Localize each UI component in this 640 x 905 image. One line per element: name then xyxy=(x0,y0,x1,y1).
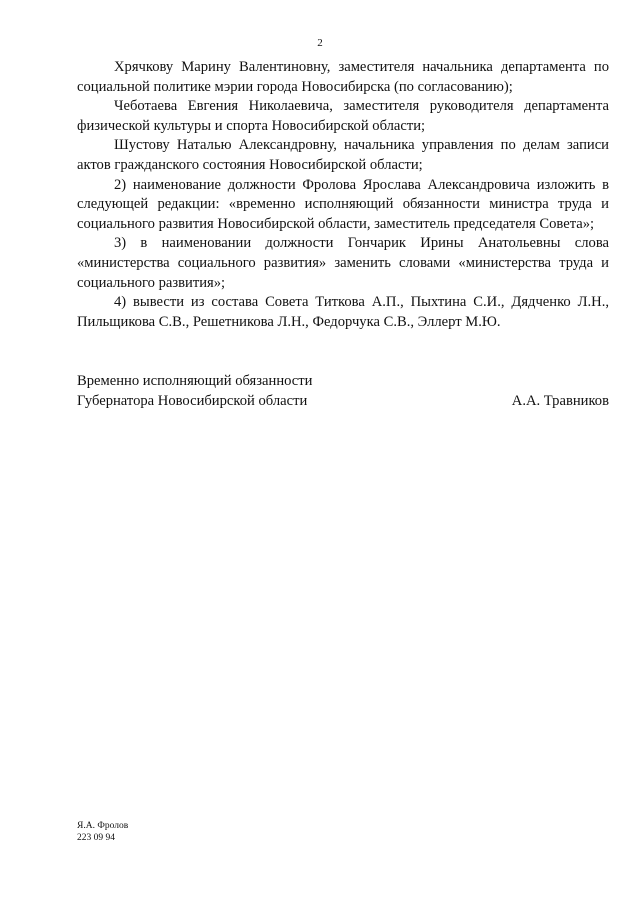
document-body xyxy=(77,58,609,332)
paragraph-item-4: 4) вывести из состава Совета Титкова А.П., Пыхтина С.И., Дядченко Л.Н., Пильщикова С.В., Решетникова Л.Н., Федорчука С.В., Эллерт М.Ю. xyxy=(77,294,609,330)
executor-info xyxy=(77,820,128,844)
paragraph-item-2: 2) наименование должности Фролова Ярослава Александровича изложить в следующей редакции: «временно исполняющий обязанности министра труда и социального развития Новосибирской области, заместитель председателя Совета»; xyxy=(77,176,609,232)
page-number: 2 xyxy=(317,37,323,49)
paragraph-shustova: Шустову Наталью Александровну, начальника управления по делам записи актов гражданского состояния Новосибирской области; xyxy=(77,137,609,173)
paragraph-khryachkova: Хрячкову Марину Валентиновну, заместителя начальника департамента по социальной политике мэрии города Новосибирска (по согласованию); xyxy=(77,59,609,95)
signature-block xyxy=(77,372,609,411)
executor-name: Я.А. Фролов xyxy=(77,821,129,831)
signature-name: А.А. Травников xyxy=(511,392,609,409)
signature-row xyxy=(77,392,609,412)
paragraph-item-3: 3) в наименовании должности Гончарик Ирины Анатольевны слова «министерства социального развития» заменить словами «министерства труда и социального развития»; xyxy=(77,235,609,291)
signature-position-line2: Губернатора Новосибирской области xyxy=(77,392,308,409)
executor-phone: 223 09 94 xyxy=(77,833,115,843)
paragraph-chebotaev: Чеботаева Евгения Николаевича, заместителя руководителя департамента физической культуры и спорта Новосибирской области; xyxy=(77,98,609,134)
signature-position-line1: Временно исполняющий обязанности xyxy=(77,373,313,389)
